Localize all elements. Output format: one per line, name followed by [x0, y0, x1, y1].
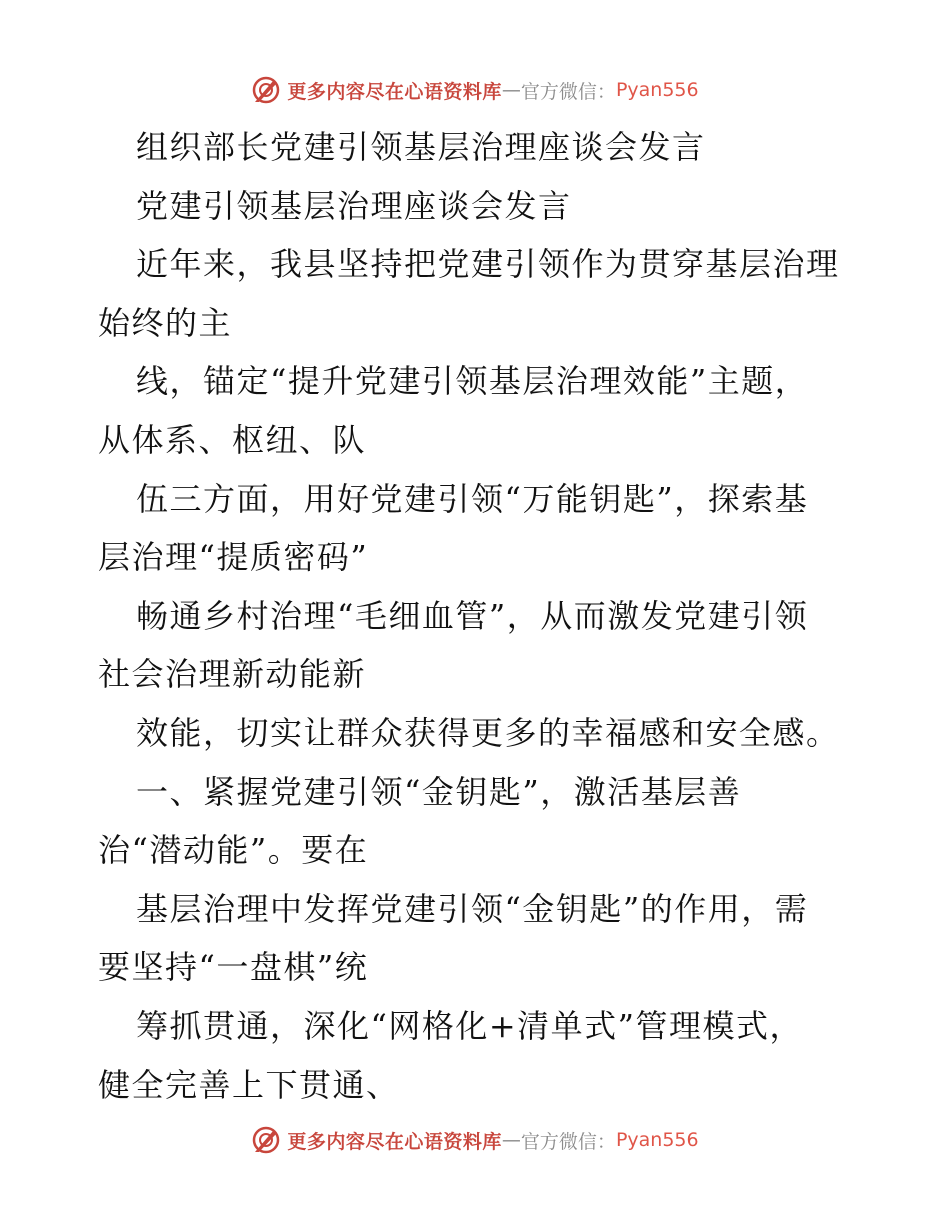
section-heading: 一、紧握党建引领“金钥匙”，激活基层善: [136, 772, 742, 811]
body-line: 健全完善上下贯通、: [98, 1065, 400, 1104]
watermark-wechat-id: Pyan556: [615, 1129, 699, 1151]
watermark-dash: —: [501, 79, 521, 101]
body-line: 畅通乡村治理“毛细血管”，从而激发党建引领: [136, 596, 809, 635]
watermark-dash: —: [501, 1129, 521, 1151]
body-line: 筹抓贯通，深化“网格化+清单式”管理模式，: [136, 1006, 804, 1045]
watermark-main-text: 更多内容尽在心语资料库: [287, 1130, 502, 1153]
watermark-wechat-label: 官方微信：: [520, 1130, 616, 1153]
body-line: 从体系、枢纽、队: [98, 420, 367, 459]
quill-logo-icon: [251, 75, 281, 105]
body-line: 近年来，我县坚持把党建引领作为贯穿基层治理: [136, 245, 840, 284]
body-line: 始终的主: [98, 303, 233, 342]
body-line: 社会治理新动能新: [98, 655, 367, 694]
body-line: 效能，切实让群众获得更多的幸福感和安全感。: [136, 713, 840, 752]
watermark-wechat-id: Pyan556: [615, 79, 699, 101]
watermark-header: [0, 70, 950, 110]
document-subtitle: 党建引领基层治理座谈会发言: [136, 186, 572, 225]
watermark-main-text: 更多内容尽在心语资料库: [287, 80, 502, 103]
body-line: 要坚持“一盘棋”统: [98, 948, 369, 987]
body-line: 基层治理中发挥党建引领“金钥匙”的作用，需: [136, 889, 809, 928]
body-line: 治“潜动能”。要在: [98, 831, 369, 870]
document-body: [98, 118, 858, 1114]
body-line: 线，锚定“提升党建引领基层治理效能”主题，: [136, 362, 809, 401]
document-title: 组织部长党建引领基层治理座谈会发言: [136, 128, 706, 166]
body-line: 伍三方面，用好党建引领“万能钥匙”，探索基: [136, 479, 809, 518]
body-line: 层治理“提质密码”: [98, 538, 369, 577]
watermark-wechat-label: 官方微信：: [520, 80, 616, 103]
quill-logo-icon: [251, 1125, 281, 1155]
watermark-footer: [0, 1120, 950, 1160]
